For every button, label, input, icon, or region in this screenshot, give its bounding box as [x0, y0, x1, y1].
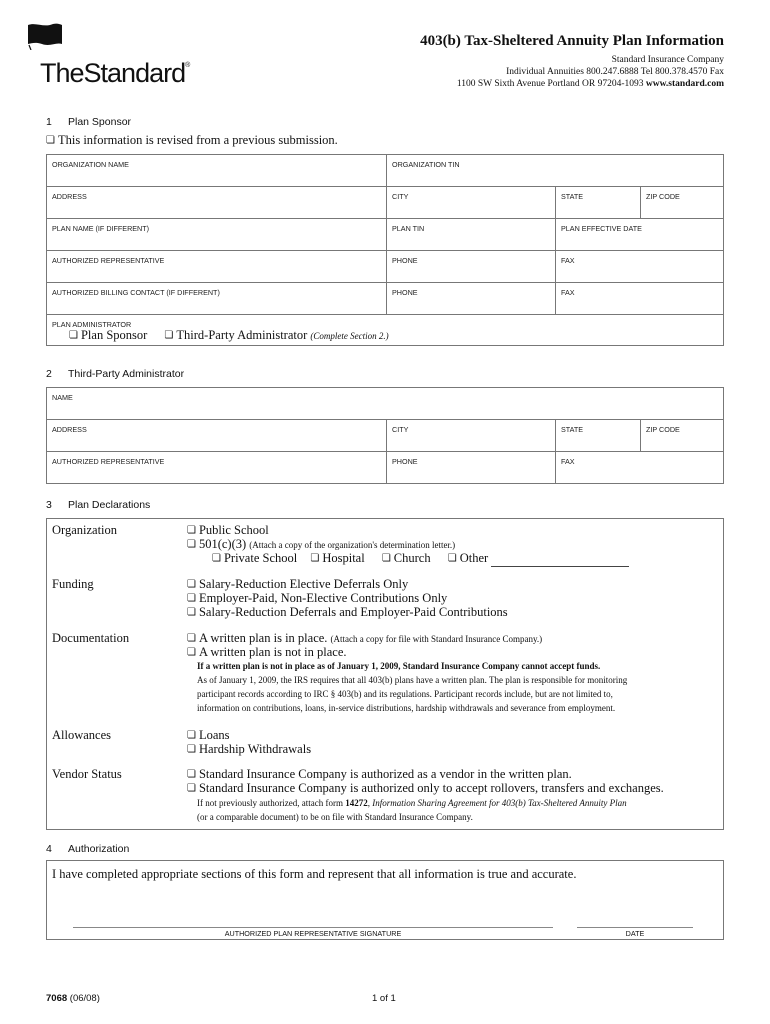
plan-administrator-label: PLAN ADMINISTRATOR: [52, 320, 132, 329]
city-field[interactable]: CITY: [387, 187, 556, 218]
funding-label: Funding: [52, 577, 94, 591]
address-field[interactable]: ADDRESS: [47, 187, 387, 218]
table-row: [47, 251, 724, 283]
table-row: [47, 219, 724, 251]
billing-contact-field[interactable]: AUTHORIZED BILLING CONTACT (IF DIFFERENT): [47, 283, 387, 314]
section-4-number: 4: [46, 843, 52, 855]
checkbox-icon[interactable]: ❏: [164, 330, 174, 341]
tpa-option[interactable]: ❏ Third-Party Administrator (Complete Section 2.): [164, 328, 389, 342]
hospital-option[interactable]: ❏ Hospital: [310, 551, 365, 565]
checkbox-icon[interactable]: ❏: [310, 553, 320, 564]
501c3-option[interactable]: ❏ 501(c)(3) (Attach a copy of the organization's determination letter.): [187, 537, 456, 551]
signature-line[interactable]: [73, 927, 553, 928]
section-2-number: 2: [46, 368, 52, 380]
checkbox-icon[interactable]: ❏: [187, 539, 196, 550]
church-option[interactable]: ❏ Church: [381, 551, 431, 565]
checkbox-icon[interactable]: ❏: [187, 525, 196, 536]
tpa-city-field[interactable]: CITY: [387, 420, 556, 451]
vendor-rollovers-option[interactable]: ❏ Standard Insurance Company is authorized only to accept rollovers, transfers and exchanges.: [187, 781, 664, 795]
documentation-label: Documentation: [52, 631, 130, 645]
form-title: 403(b) Tax-Sheltered Annuity Plan Information: [420, 33, 724, 49]
company-logo: TheStandard®: [40, 58, 190, 88]
phone-line: Individual Annuities 800.247.6888 Tel 800.378.4570 Fax: [506, 67, 724, 77]
allowances-label: Allowances: [52, 728, 112, 742]
section-1-title: Plan Sponsor: [68, 116, 132, 128]
section-1-number: 1: [46, 116, 52, 128]
irs-note-line-3: information on contributions, loans, in-service distributions, hardship withdrawals and severance from employment.: [197, 703, 616, 713]
funding-option-3[interactable]: ❏ Salary-Reduction Deferrals and Employer-Paid Contributions: [187, 605, 508, 619]
table-row: [47, 452, 724, 484]
authorization-box: [46, 860, 724, 940]
plan-sponsor-table: [46, 154, 724, 346]
written-plan-in-place-option[interactable]: ❏ A written plan is in place. (Attach a copy for file with Standard Insurance Company.): [187, 631, 543, 645]
checkbox-icon[interactable]: ❏: [187, 769, 196, 780]
checkbox-icon[interactable]: ❏: [381, 553, 391, 564]
other-blank-line[interactable]: [491, 551, 629, 567]
organization-tin-field[interactable]: ORGANIZATION TIN: [387, 155, 724, 186]
date-line[interactable]: [577, 927, 693, 928]
plan-sponsor-option[interactable]: ❏ Plan Sponsor: [69, 328, 148, 342]
written-plan-warning: If a written plan is not in place as of January 1, 2009, Standard Insurance Company cannot accept funds.: [197, 661, 601, 671]
billing-fax-field[interactable]: FAX: [556, 283, 724, 314]
organization-type-row: [212, 551, 629, 567]
tpa-zip-code-field[interactable]: ZIP CODE: [641, 420, 724, 451]
zip-code-field[interactable]: ZIP CODE: [641, 187, 724, 218]
plan-effective-date-field[interactable]: PLAN EFFECTIVE DATE: [556, 219, 724, 250]
organization-name-field[interactable]: ORGANIZATION NAME: [47, 155, 387, 186]
form-number: 7068 (06/08): [46, 993, 100, 1004]
checkbox-icon[interactable]: ❏: [447, 553, 457, 564]
revised-checkbox-row[interactable]: ❏ This information is revised from a previous submission.: [46, 133, 338, 147]
plan-name-field[interactable]: PLAN NAME (IF DIFFERENT): [47, 219, 387, 250]
loans-option[interactable]: ❏ Loans: [187, 728, 230, 742]
checkbox-icon[interactable]: ❏: [187, 593, 196, 604]
public-school-option[interactable]: ❏ Public School: [187, 523, 269, 537]
tpa-name-field[interactable]: NAME: [47, 388, 724, 419]
checkbox-icon[interactable]: ❏: [187, 633, 196, 644]
state-field[interactable]: STATE: [556, 187, 641, 218]
checkbox-icon[interactable]: ❏: [187, 783, 196, 794]
irs-note-line-1: As of January 1, 2009, the IRS requires that all 403(b) plans have a written plan. The plan is responsible for monitoring: [197, 675, 628, 685]
section-3-number: 3: [46, 499, 52, 511]
checkbox-icon[interactable]: ❏: [187, 607, 196, 618]
authorization-statement: I have completed appropriate sections of this form and represent that all information is true and accurate.: [52, 867, 577, 881]
address-line: 1100 SW Sixth Avenue Portland OR 97204-1093 www.standard.com: [456, 79, 724, 89]
checkbox-icon[interactable]: ❏: [212, 553, 221, 564]
fax-field[interactable]: FAX: [556, 251, 724, 282]
table-row: [47, 388, 724, 420]
funding-option-1[interactable]: ❏ Salary-Reduction Elective Deferrals Only: [187, 577, 409, 591]
section-3-title: Plan Declarations: [68, 499, 151, 511]
written-plan-not-in-place-option[interactable]: ❏ A written plan is not in place.: [187, 645, 347, 659]
tpa-table: [46, 387, 724, 484]
flag-logo-icon: [26, 22, 64, 50]
irs-note-line-2: participant records according to IRC § 403(b) and its regulations. Participant records include, but are not limited to,: [197, 689, 613, 699]
hardship-withdrawals-option[interactable]: ❏ Hardship Withdrawals: [187, 742, 312, 756]
website-link[interactable]: www.standard.com: [645, 79, 724, 89]
table-row: [47, 187, 724, 219]
table-row: [47, 420, 724, 452]
phone-field[interactable]: PHONE: [387, 251, 556, 282]
date-label: DATE: [625, 929, 645, 938]
table-row: [47, 315, 724, 346]
plan-declarations-box: [46, 518, 724, 830]
plan-administrator-field: [47, 315, 724, 345]
checkbox-icon[interactable]: ❏: [187, 730, 196, 741]
tpa-address-field[interactable]: ADDRESS: [47, 420, 387, 451]
checkbox-icon[interactable]: ❏: [46, 135, 55, 146]
vendor-note-line-2: (or a comparable document) to be on file with Standard Insurance Company.: [197, 812, 473, 822]
tpa-fax-field[interactable]: FAX: [556, 452, 724, 483]
tpa-phone-field[interactable]: PHONE: [387, 452, 556, 483]
page-number: 1 of 1: [372, 993, 396, 1004]
signature-label: AUTHORIZED PLAN REPRESENTATIVE SIGNATURE: [224, 929, 402, 938]
tpa-representative-field[interactable]: AUTHORIZED REPRESENTATIVE: [47, 452, 387, 483]
authorized-representative-field[interactable]: AUTHORIZED REPRESENTATIVE: [47, 251, 387, 282]
other-option[interactable]: ❏ Other: [448, 551, 629, 565]
checkbox-icon[interactable]: ❏: [187, 647, 196, 658]
private-school-option[interactable]: ❏ Private School: [212, 551, 298, 565]
checkbox-icon[interactable]: ❏: [187, 744, 196, 755]
section-4-title: Authorization: [68, 843, 130, 855]
table-row: [47, 155, 724, 187]
funding-option-2[interactable]: ❏ Employer-Paid, Non-Elective Contributions Only: [187, 591, 448, 605]
table-row: [47, 283, 724, 315]
vendor-note-line-1: If not previously authorized, attach form 14272, Information Sharing Agreement for 403(b) Tax-Sheltered Annuity Plan: [197, 798, 627, 808]
organization-label: Organization: [52, 523, 118, 537]
company-name: Standard Insurance Company: [611, 55, 724, 65]
vendor-authorized-option[interactable]: ❏ Standard Insurance Company is authorized as a vendor in the written plan.: [187, 767, 572, 781]
checkbox-icon[interactable]: ❏: [187, 579, 196, 590]
section-2-title: Third-Party Administrator: [68, 368, 185, 380]
vendor-status-label: Vendor Status: [52, 767, 122, 781]
billing-phone-field[interactable]: PHONE: [387, 283, 556, 314]
plan-tin-field[interactable]: PLAN TIN: [387, 219, 556, 250]
checkbox-icon[interactable]: ❏: [69, 330, 78, 341]
tpa-state-field[interactable]: STATE: [556, 420, 641, 451]
